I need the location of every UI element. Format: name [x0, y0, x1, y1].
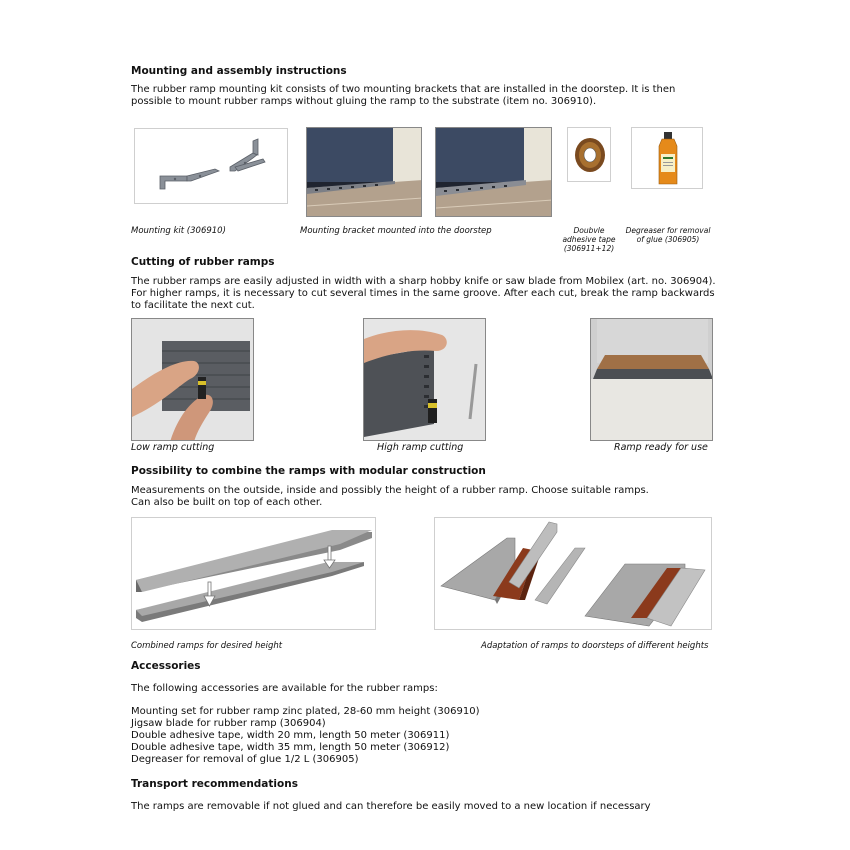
- degreaser-caption: Degreaser for removal of glue (306905): [625, 226, 711, 244]
- transport-heading: Transport recommendations: [131, 778, 298, 790]
- mounting-text: The rubber ramp mounting kit consists of two mounting brackets that are installed in the doorstep. It is then possible to mount rubber ramps without gluing the ramp to the substrate (item no. 306910).: [131, 84, 676, 107]
- doorstep-bracket-photo-2: [435, 127, 552, 217]
- adaptation-caption: Adaptation of ramps to doorsteps of different heights: [481, 641, 709, 651]
- accessory-item: Degreaser for removal of glue 1/2 L (306905): [131, 754, 359, 765]
- accessory-item: Mounting set for rubber ramp zinc plated, 28-60 mm height (306910): [131, 706, 480, 717]
- mounting-kit-image: [134, 128, 288, 204]
- high-ramp-cutting-photo: [363, 318, 486, 441]
- combined-ramps-diagram: [131, 517, 376, 630]
- low-ramp-caption: Low ramp cutting: [131, 442, 215, 453]
- ramp-ready-photo: [590, 318, 713, 441]
- high-ramp-caption: High ramp cutting: [377, 442, 464, 453]
- cutting-heading: Cutting of rubber ramps: [131, 256, 275, 268]
- adhesive-tape-image: [567, 127, 611, 182]
- combined-ramps-caption: Combined ramps for desired height: [131, 641, 283, 651]
- accessory-item: Double adhesive tape, width 35 mm, length 50 meter (306912): [131, 742, 450, 753]
- bracket-caption: Mounting bracket mounted into the doorstep: [300, 226, 492, 236]
- combine-text-1: Measurements on the outside, inside and possibly the height of a rubber ramp. Choose suitable ramps.: [131, 485, 649, 496]
- accessory-item: Double adhesive tape, width 20 mm, length 50 meter (306911): [131, 730, 450, 741]
- mounting-kit-caption: Mounting kit (306910): [131, 226, 226, 236]
- low-ramp-cutting-photo: [131, 318, 254, 441]
- accessories-intro: The following accessories are available for the rubber ramps:: [131, 683, 438, 694]
- tape-caption: Doubvle adhesive tape (306911+12): [562, 226, 616, 253]
- combine-heading: Possibility to combine the ramps with modular construction: [131, 465, 486, 477]
- transport-text: The ramps are removable if not glued and can therefore be easily moved to a new location if necessary: [131, 801, 651, 812]
- doorstep-adaptation-diagram: [434, 517, 712, 630]
- degreaser-image: [631, 127, 703, 189]
- accessories-heading: Accessories: [131, 660, 201, 672]
- doorstep-bracket-photo-1: [306, 127, 422, 217]
- mounting-heading: Mounting and assembly instructions: [131, 65, 347, 77]
- combine-text-2: Can also be built on top of each other.: [131, 497, 323, 508]
- accessories-list: [131, 706, 479, 766]
- ramp-ready-caption: Ramp ready for use: [614, 442, 708, 453]
- cutting-text: The rubber ramps are easily adjusted in width with a sharp hobby knife or saw blade from Mobilex (art. no. 306904). For higher ramps, it is necessary to cut several times in the same groove. After each cut, break the ramp backwards to facilitate the next cut.: [131, 276, 716, 311]
- accessory-item: Jigsaw blade for rubber ramp (306904): [131, 718, 326, 729]
